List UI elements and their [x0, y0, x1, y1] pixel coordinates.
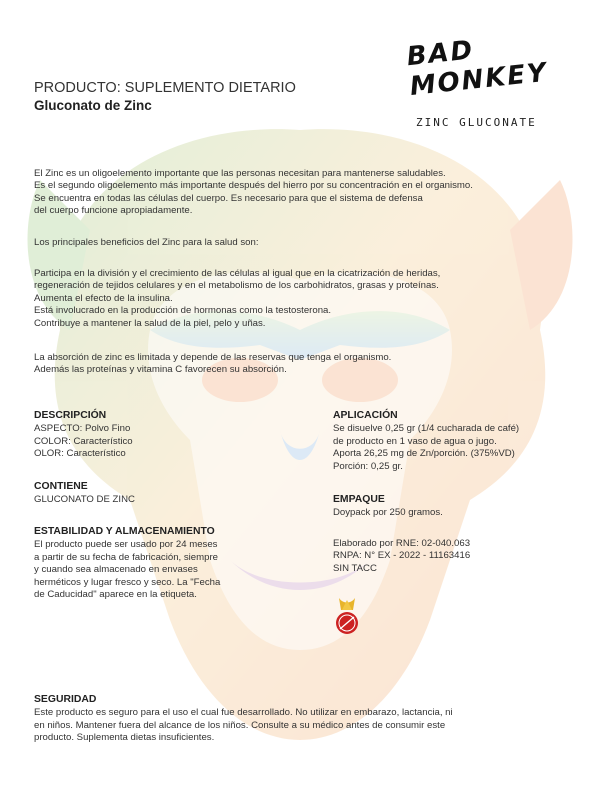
- aplicacion-line: Se disuelve 0,25 gr (1/4 cucharada de café): [333, 423, 520, 435]
- registro-line: Elaborado por RNE: 02-040.063: [333, 538, 471, 549]
- logo-line1: BAD MONKEY: [405, 35, 550, 102]
- empaque-title: EMPAQUE: [333, 494, 385, 505]
- product-name: Gluconato de Zinc: [34, 98, 152, 113]
- descripcion-line: ASPECTO: Polvo Fino: [34, 423, 131, 435]
- estabilidad-line: y cuando sea almacenado en envases: [34, 564, 198, 576]
- descripcion-line: OLOR: Característico: [34, 448, 126, 460]
- brand-logo: [404, 30, 564, 140]
- intro-paragraph: [34, 168, 473, 218]
- seguridad-line: Este producto es seguro para el uso el cual fue desarrollado. No utilizar en embarazo, lactancia, ni: [34, 707, 453, 719]
- product-header: [34, 80, 296, 113]
- contiene-title: CONTIENE: [34, 481, 88, 492]
- contiene-section: [34, 481, 135, 507]
- benefit-line: Contribuye a mantener la salud de la piel, pelo y uñas.: [34, 317, 266, 329]
- estabilidad-line: herméticos y lugar fresco y seco. La "Fecha: [34, 576, 221, 588]
- aplicacion-section: [333, 410, 519, 473]
- absorption-line: La absorción de zinc es limitada y depende de las reservas que tenga el organismo.: [34, 352, 392, 363]
- absorption-paragraph: [34, 352, 391, 377]
- estabilidad-line: El producto puede ser usado por 24 meses: [34, 539, 218, 551]
- aplicacion-line: Aporta 26,25 mg de Zn/porción. (375%VD): [333, 448, 515, 460]
- intro-line: del cuerpo funcione apropiadamente.: [34, 205, 193, 217]
- descripcion-section: [34, 410, 133, 461]
- intro-line: El Zinc es un oligoelemento importante que las personas necesitan para mantenerse saludables.: [34, 168, 446, 179]
- empaque-section: [333, 494, 443, 520]
- benefits-title: [34, 237, 259, 249]
- contiene-line: GLUCONATO DE ZINC: [34, 494, 135, 506]
- estabilidad-title: ESTABILIDAD Y ALMACENAMIENTO: [34, 526, 215, 537]
- empaque-line: Doypack por 250 gramos.: [333, 507, 443, 519]
- product-line: PRODUCTO: SUPLEMENTO DIETARIO: [34, 80, 296, 96]
- benefits-list: [34, 268, 440, 330]
- seguridad-line: en niños. Mantener fuera del alcance de los niños. Consulte a su médico antes de consumir este: [34, 719, 446, 731]
- sin-tacc-badge-icon: [333, 596, 361, 636]
- aplicacion-title: APLICACIÓN: [333, 410, 398, 421]
- registro-section: [333, 538, 470, 575]
- descripcion-title: DESCRIPCIÓN: [34, 410, 107, 421]
- benefit-line: Aumenta el efecto de la insulina.: [34, 292, 173, 304]
- seguridad-line: producto. Suplementa dietas insuficientes.: [34, 732, 215, 744]
- benefits-title-text: Los principales beneficios del Zinc para la salud son:: [34, 237, 259, 248]
- benefit-line: Participa en la división y el crecimiento de las células al igual que en la cicatrización de heridas,: [34, 268, 441, 279]
- aplicacion-line: Porción: 0,25 gr.: [333, 460, 403, 472]
- estabilidad-line: de Caducidad" aparece en la etiqueta.: [34, 589, 197, 601]
- intro-line: Es el segundo oligoelemento más importante después del hierro por su concentración en el organismo.: [34, 180, 473, 192]
- intro-line: Se encuentra en todas las células del cuerpo. Es necesario para que el sistema de defensa: [34, 192, 423, 204]
- estabilidad-section: [34, 526, 220, 601]
- benefit-line: Está involucrado en la producción de hormonas como la testosterona.: [34, 305, 332, 317]
- descripcion-line: COLOR: Característico: [34, 435, 133, 447]
- benefit-line: regeneración de tejidos celulares y en el metabolismo de los carbohidratos, grasas y proteínas.: [34, 280, 439, 292]
- estabilidad-line: a partir de su fecha de fabricación, siempre: [34, 551, 218, 563]
- seguridad-title: SEGURIDAD: [34, 694, 97, 705]
- absorption-line: Además las proteínas y vitamina C favorecen su absorción.: [34, 364, 287, 376]
- seguridad-section: [34, 694, 453, 745]
- registro-line: RNPA: N° EX - 2022 - 11163416: [333, 550, 471, 562]
- aplicacion-line: de producto en 1 vaso de agua o jugo.: [333, 435, 497, 447]
- logo-subtitle: ZINC GLUCONATE: [416, 116, 537, 129]
- registro-line: SIN TACC: [333, 562, 377, 574]
